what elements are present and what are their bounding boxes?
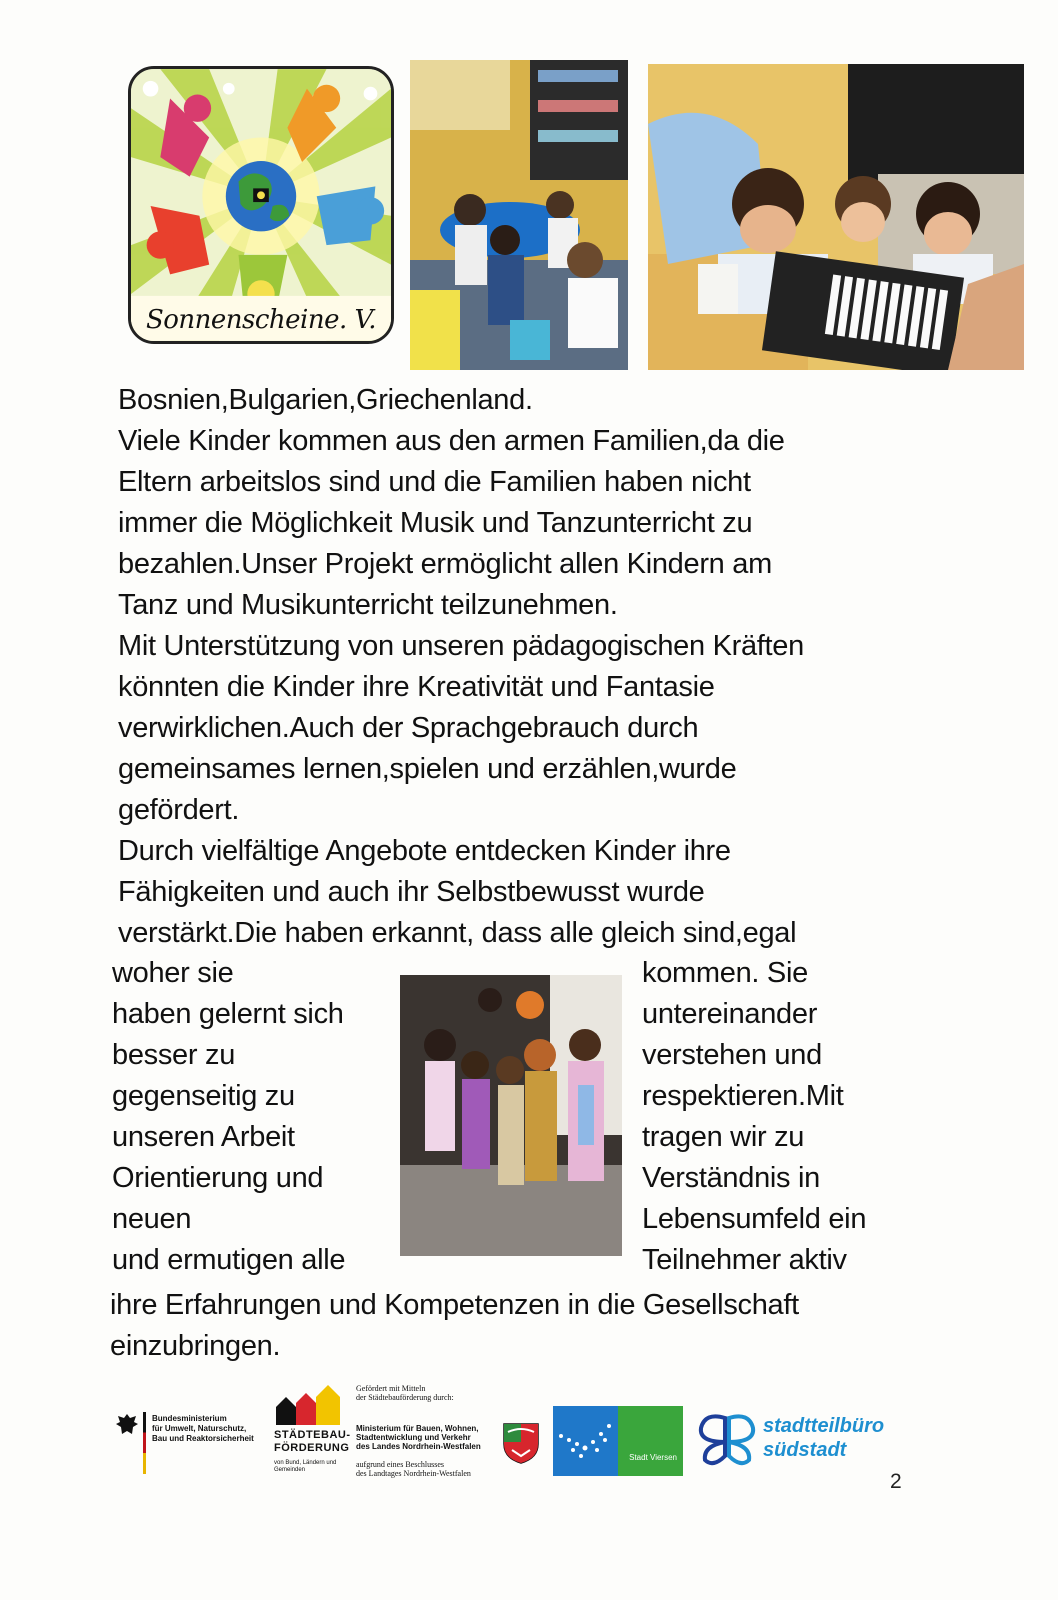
children-in-costumes-photo xyxy=(400,975,622,1256)
text-line: Eltern arbeitslos sind und die Familien haben nicht xyxy=(118,466,751,498)
ministry-name xyxy=(356,1424,481,1451)
text-line: gegenseitig zu xyxy=(112,1080,295,1112)
federal-eagle-icon xyxy=(116,1412,138,1438)
text-line: gemeinsames lernen,spielen und erzählen,wurde xyxy=(118,753,737,785)
text-line: respektieren.Mit xyxy=(642,1080,844,1112)
paragraph-left-column xyxy=(112,953,345,1281)
text-line: gefördert. xyxy=(118,794,240,826)
children-playing-at-table-photo xyxy=(410,60,628,370)
bmu-logo xyxy=(116,1408,266,1478)
staedtebaufoerderung-logo xyxy=(274,1385,350,1485)
bmu-line: Bau und Reaktorsicherheit xyxy=(152,1434,254,1443)
logo-text: Sonnenscheine. V. xyxy=(145,305,377,335)
text-line: haben gelernt sich xyxy=(112,998,344,1030)
page-number: 2 xyxy=(890,1470,902,1493)
text-line: verwirklichen.Auch der Sprachgebrauch durch xyxy=(118,712,699,744)
text-line: woher sie xyxy=(112,957,234,989)
text-line: könnten die Kinder ihre Kreativität und Fantasie xyxy=(118,671,715,703)
sonnenschein-logo xyxy=(128,66,394,344)
staedtebau-title-line: FÖRDERUNG xyxy=(274,1442,350,1454)
text-line: unseren Arbeit xyxy=(112,1121,295,1153)
text-line: Bosnien,Bulgarien,Griechenland. xyxy=(118,384,533,416)
text-line: neuen xyxy=(112,1203,192,1235)
text-line: Orientierung und xyxy=(112,1162,324,1194)
sun-rays-illustration xyxy=(131,69,391,341)
text-line: immer die Möglichkeit Musik und Tanzunterricht zu xyxy=(118,507,753,539)
bmu-line: Bundesministerium xyxy=(152,1414,227,1423)
stadtteilbuero-text xyxy=(763,1414,884,1462)
ministry-line: Ministerium für Bauen, Wohnen, xyxy=(356,1424,479,1433)
bmu-text xyxy=(152,1414,254,1444)
viersen-green-panel xyxy=(618,1406,683,1476)
stadtteilbuero-logo xyxy=(697,1410,907,1470)
butterfly-icon xyxy=(697,1412,757,1468)
stadt-viersen-logo xyxy=(553,1406,683,1476)
text-line: Mit Unterstützung von unseren pädagogischen Kräften xyxy=(118,630,804,662)
viersen-label: Stadt Viersen xyxy=(629,1453,677,1462)
mbwsv-funding-note xyxy=(356,1384,506,1494)
funding-basis xyxy=(356,1460,471,1478)
text-line: verstehen und xyxy=(642,1039,822,1071)
text-line: kommen. Sie xyxy=(642,957,808,989)
staedtebau-title xyxy=(274,1429,351,1455)
text-line: untereinander xyxy=(642,998,818,1030)
basis-line: des Landtages Nordrhein-Westfalen xyxy=(356,1469,471,1478)
funding-intro xyxy=(356,1384,454,1402)
houses-icon xyxy=(274,1385,344,1425)
funding-line: Gefördert mit Mitteln xyxy=(356,1384,426,1393)
nrw-coat-of-arms-icon xyxy=(502,1422,540,1464)
ministry-line: des Landes Nordrhein-Westfalen xyxy=(356,1442,481,1451)
text-line: Tanz und Musikunterricht teilzunehmen. xyxy=(118,589,618,621)
paragraph-right-column xyxy=(642,953,866,1281)
text-line: Verständnis in xyxy=(642,1162,820,1194)
text-line: einzubringen. xyxy=(110,1330,281,1362)
stb-line: stadtteilbüro xyxy=(763,1415,885,1437)
text-line: Teilnehmer aktiv xyxy=(642,1244,847,1276)
staedtebau-sub: von Bund, Ländern und Gemeinden xyxy=(274,1460,337,1473)
text-line: Fähigkeiten und auch ihr Selbstbewusst wurde xyxy=(118,876,705,908)
text-line: bezahlen.Unser Projekt ermöglicht allen Kindern am xyxy=(118,548,772,580)
bmu-line: für Umwelt, Naturschutz, xyxy=(152,1424,247,1433)
text-line: tragen wir zu xyxy=(642,1121,805,1153)
viersen-dots-icon xyxy=(553,1406,618,1476)
flag-bar xyxy=(143,1412,146,1474)
funding-line: der Städtebauförderung durch: xyxy=(356,1393,454,1402)
children-at-keyboard-photo xyxy=(648,64,1024,370)
stb-line: südstadt xyxy=(763,1439,847,1461)
text-line: besser zu xyxy=(112,1039,236,1071)
basis-line: aufgrund eines Beschlusses xyxy=(356,1460,444,1469)
ministry-line: Stadtentwicklung und Verkehr xyxy=(356,1433,471,1442)
text-line: verstärkt.Die haben erkannt, dass alle gleich sind,egal xyxy=(118,917,797,949)
paragraph-bottom xyxy=(110,1285,799,1367)
text-line: Viele Kinder kommen aus den armen Familien,da die xyxy=(118,425,785,457)
text-line: Lebensumfeld ein xyxy=(642,1203,867,1235)
paragraph-top xyxy=(118,380,804,954)
text-line: ihre Erfahrungen und Kompetenzen in die Gesellschaft xyxy=(110,1289,799,1321)
text-line: Durch vielfältige Angebote entdecken Kinder ihre xyxy=(118,835,731,867)
viersen-blue-panel xyxy=(553,1406,618,1476)
text-line: und ermutigen alle xyxy=(112,1244,346,1276)
staedtebau-title-line: STÄDTEBAU- xyxy=(274,1429,351,1441)
